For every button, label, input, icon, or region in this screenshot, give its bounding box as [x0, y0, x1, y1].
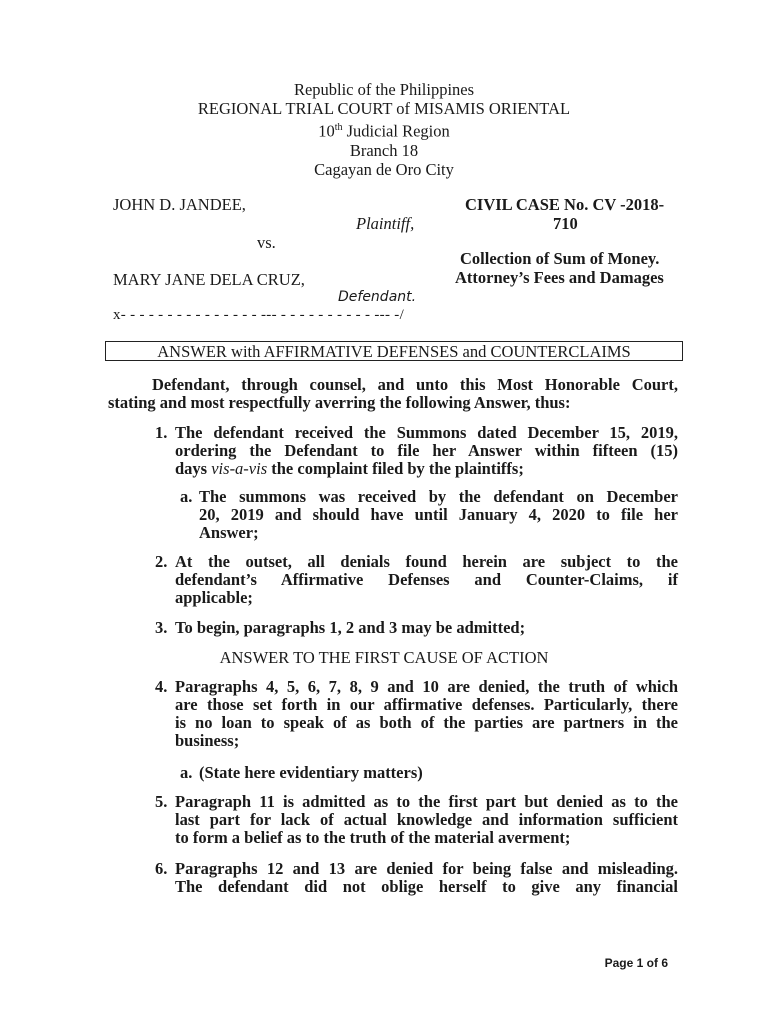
case-number-line2: 710	[553, 214, 578, 233]
pleading-title: ANSWER with AFFIRMATIVE DEFENSES and COUNTERCLAIMS	[105, 341, 683, 361]
plaintiff-label: Plaintiff,	[356, 214, 415, 233]
item-2-number: 2.	[155, 552, 168, 571]
header-republic: Republic of the Philippines	[293, 80, 475, 99]
case-nature-line1: Collection of Sum of Money.	[460, 249, 660, 268]
item-1-number: 1.	[155, 423, 168, 442]
item-3-number: 3.	[155, 618, 168, 637]
item-4a-text: (State here evidentiary matters)	[199, 763, 423, 782]
item-1a-letter: a.	[180, 487, 193, 506]
case-nature-line2: Attorney’s Fees and Damages	[455, 268, 664, 287]
item-3-text: To begin, paragraphs 1, 2 and 3 may be admitted;	[175, 618, 526, 637]
defendant-label: Defendant.	[338, 289, 417, 305]
plaintiff-name: JOHN D. JANDEE,	[113, 195, 246, 214]
court-header	[0, 80, 768, 179]
defendant-name: MARY JANE DELA CRUZ,	[113, 270, 305, 289]
header-city: Cagayan de Oro City	[314, 159, 454, 179]
item-6-text: Paragraphs 12 and 13 are denied for being false and misleading. The defendant did not oblige herself to give any financial	[175, 859, 678, 896]
header-region: 10th Judicial Region	[318, 121, 450, 141]
header-branch: Branch 18	[349, 140, 419, 160]
first-cause-heading: ANSWER TO THE FIRST CAUSE OF ACTION	[219, 648, 549, 667]
intro-paragraph: Defendant, through counsel, and unto this Most Honorable Court, stating and most respectfully averring the following Answer, thus:	[108, 375, 678, 412]
item-4-text: Paragraphs 4, 5, 6, 7, 8, 9 and 10 are denied, the truth of which are those set forth in our affirmative defenses. Particularly, there is no loan to speak of as both of the parties are partners in the business;	[175, 677, 678, 750]
item-1-text: The defendant received the Summons dated December 15, 2019, ordering the Defendant to file her Answer within fifteen (15) days vis-a-vis the complaint filed by the plaintiffs;	[175, 423, 678, 478]
item-6-number: 6.	[155, 859, 168, 878]
case-number-line1: CIVIL CASE No. CV -2018-	[465, 195, 665, 214]
page-number: Page 1 of 6	[604, 956, 668, 970]
header-court: REGIONAL TRIAL COURT of MISAMIS ORIENTAL	[197, 99, 571, 118]
versus-label: vs.	[257, 233, 276, 252]
item-5-text: Paragraph 11 is admitted as to the first part but denied as to the last part for lack of actual knowledge and information sufficient to form a belief as to the truth of the material averment;	[175, 792, 678, 847]
item-2-text: At the outset, all denials found herein are subject to the defendant’s Affirmative Defenses and Counter-Claims, if applicable;	[175, 552, 678, 607]
item-1a-text: The summons was received by the defendant on December 20, 2019 and should have until January 4, 2020 to file her Answer;	[199, 487, 678, 542]
item-4a-letter: a.	[180, 763, 193, 782]
item-4-number: 4.	[155, 677, 168, 696]
item-5-number: 5.	[155, 792, 168, 811]
caption-separator: x- - - - - - - - - - - - - - - --- - - - - - - - - - - --- -/	[113, 307, 405, 323]
